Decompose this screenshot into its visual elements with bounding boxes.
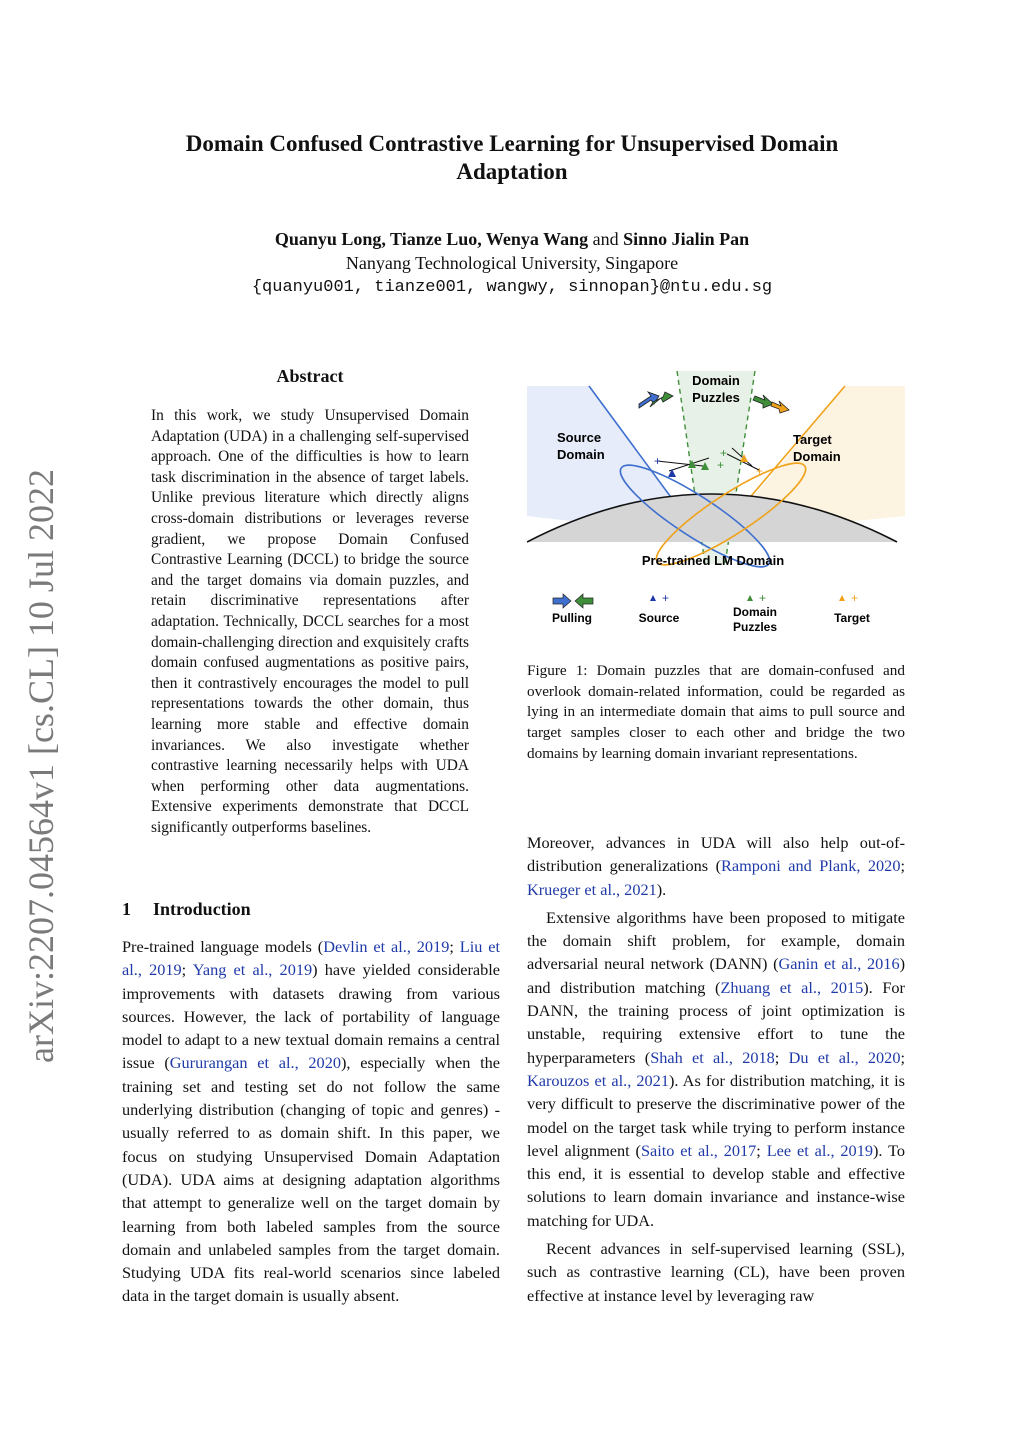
authors-group-1: Quanyu Long, Tianze Luo, Wenya Wang bbox=[274, 229, 589, 249]
legend-source-triangle bbox=[650, 595, 656, 601]
legend-target: Target bbox=[834, 611, 870, 625]
legend bbox=[552, 591, 870, 634]
text-run: ), especially when the training set and testing set do not follow the same underlying distribution (changing of topic and genres) - usually referred to as domain shift. In this paper, we focus on studying Unsupervised Domain Adaptation (UDA). UDA aims at designing adaptation algorithms that attempt to generalize well on the target domain by learning from both labeled samples from the source domain and unlabeled samples from the target domain. Studying UDA fits real-world scenarios since labeled data in the target domain is usually absent. bbox=[122, 1053, 500, 1306]
text-run: Moreover, advances in UDA will also help out-of-distribution generalizations ( bbox=[527, 833, 905, 876]
figure-1 bbox=[527, 366, 907, 638]
pulling-arrow bbox=[639, 392, 659, 408]
legend-puzzles-plus: + bbox=[759, 591, 767, 605]
legend-pulling-icon bbox=[575, 594, 593, 608]
figure-caption: Figure 1: Domain puzzles that are domain-confused and overlook domain-related information, could be regarded as lying in an intermediate domain that aims to pull source and target samples closer to each other and bridge the two domains by learning domain invariant representations. bbox=[527, 662, 905, 762]
citation-link[interactable]: Zhuang et al., 2015 bbox=[720, 977, 864, 997]
text-run: ) and distribution matching ( bbox=[527, 954, 906, 997]
citation-link[interactable]: Krueger et al., 2021 bbox=[527, 879, 657, 899]
text-run: ; bbox=[756, 1140, 767, 1160]
text-run: Pre-trained language models ( bbox=[122, 937, 324, 956]
legend-target-plus: + bbox=[851, 591, 859, 605]
abstract-text: In this work, we study Unsupervised Domain Adaptation (UDA) in a challenging self-supervised approach. One of the difficulties is how to learn task discrimination in the absence of target labels. Unlike previous literature which directly aligns cross-domain distributions or leverages reverse gradient, we propose Domain Confused Contrastive Learning (DCCL) to bridge the source and the target domains via domain puzzles, and retain discriminative representations after adaptation. Technically, DCCL searches for a most domain-challenging direction and exquisitely crafts domain confused augmentations as positive pairs, then it contrastively encourages the model to pull representations towards the other domain, thus learning more stable and effective domain invariances. We also investigate whether contrastive learning necessarily helps with UDA when performing other data augmentations. Extensive experiments demonstrate that DCCL significantly outperforms baselines. bbox=[151, 407, 469, 836]
citation-link[interactable]: Du et al., 2020 bbox=[788, 1047, 901, 1067]
paper-title: Domain Confused Contrastive Learning for Unsupervised Domain Adaptation bbox=[185, 131, 839, 184]
affiliation: Nanyang Technological University, Singapore bbox=[345, 253, 679, 273]
legend-puzzles-triangle bbox=[747, 595, 753, 601]
source-label: Source bbox=[557, 430, 602, 445]
text-run: ). As for distribution matching, it is very difficult to preserve the discriminative power of the model on the target task while trying to perform instance level alignment ( bbox=[527, 1070, 906, 1160]
citation-link[interactable]: Saito et al., 2017 bbox=[640, 1140, 757, 1160]
paragraph bbox=[527, 831, 905, 901]
citation-link[interactable]: Yang et al., 2019 bbox=[192, 960, 313, 980]
abstract-heading: Abstract bbox=[276, 366, 344, 386]
author-emails: {quanyu001, tianze001, wangwy, sinnopan}@ntu.edu.sg bbox=[251, 278, 773, 297]
target-label: Target bbox=[793, 432, 832, 447]
intro-paragraph bbox=[122, 935, 500, 1308]
source-sample bbox=[668, 469, 676, 477]
citation-link[interactable]: Ramponi and Plank, 2020 bbox=[721, 856, 901, 876]
citation-link[interactable]: Devlin et al., 2019 bbox=[323, 937, 450, 956]
source-sample: + bbox=[654, 454, 662, 468]
pretrained-label: Pre-trained LM Domain bbox=[641, 553, 785, 568]
target-label: Domain bbox=[793, 449, 841, 464]
citation-link[interactable]: Shah et al., 2018 bbox=[650, 1047, 775, 1067]
citation-link[interactable]: Ganin et al., 2016 bbox=[778, 954, 900, 974]
text-run: Recent advances in self-supervised learning (SSL), such as contrastive learning (CL), have been proven effective at instance level by leveraging raw bbox=[527, 1239, 905, 1305]
puzzle-sample: + bbox=[717, 458, 725, 472]
paragraph bbox=[527, 906, 905, 1232]
target-sample: + bbox=[756, 464, 764, 478]
right-column bbox=[527, 831, 905, 1312]
legend-pulling: Pulling bbox=[552, 611, 592, 625]
text-run: ; bbox=[449, 937, 460, 956]
pulling-arrow bbox=[771, 401, 789, 413]
section-title: Introduction bbox=[153, 899, 251, 919]
puzzles-label: Puzzles bbox=[692, 390, 740, 405]
paragraph bbox=[527, 1237, 905, 1307]
legend-puzzles: Domain bbox=[732, 605, 778, 619]
text-run: ; bbox=[900, 856, 905, 876]
citation-link[interactable]: Gururangan et al., 2020 bbox=[169, 1053, 341, 1073]
section-number: 1 bbox=[122, 899, 131, 919]
legend-source: Source bbox=[638, 611, 680, 625]
citation-link[interactable]: Liu et al., 2019 bbox=[122, 937, 500, 980]
legend-puzzles: Puzzles bbox=[732, 620, 778, 634]
legend-pulling-icon bbox=[553, 594, 571, 608]
section-heading bbox=[122, 899, 251, 920]
authors-group-2: Sinno Jialin Pan bbox=[623, 229, 750, 249]
authors-and: and bbox=[592, 229, 619, 249]
source-label: Domain bbox=[557, 447, 605, 462]
legend-source-plus: + bbox=[662, 591, 670, 605]
text-run: ; bbox=[774, 1047, 789, 1067]
citation-link[interactable]: Karouzos et al., 2021 bbox=[527, 1070, 669, 1090]
text-run: Extensive algorithms have been proposed to mitigate the domain shift problem, for example, domain adversarial neural network (DANN) ( bbox=[527, 907, 905, 974]
legend-target-triangle bbox=[839, 595, 845, 601]
text-run: ). bbox=[656, 879, 667, 899]
puzzles-label: Domain bbox=[692, 373, 740, 388]
text-run: ; bbox=[900, 1047, 905, 1067]
text-run: ). For DANN, the training process of joint optimization is unstable, requiring extensive effort to tune the hyperparameters ( bbox=[527, 977, 905, 1067]
puzzle-sample: + bbox=[720, 446, 728, 460]
citation-link[interactable]: Lee et al., 2019 bbox=[766, 1140, 873, 1160]
arxiv-watermark: arXiv:2207.04564v1 [cs.CL] 10 Jul 2022 bbox=[21, 469, 61, 1063]
pulling-arrow bbox=[753, 395, 773, 408]
domain-diagram bbox=[527, 366, 907, 638]
text-run: ). To this end, it is essential to develop stable and effective solutions to learn domain invariance and instance-wise matching for UDA. bbox=[527, 1140, 906, 1230]
text-run: ; bbox=[181, 960, 193, 980]
text-run: ) have yielded considerable improvements with datasets drawing from various sources. However, the lack of portability of language model to adapt to a new textual domain remains a central issue ( bbox=[122, 960, 501, 1073]
author-list bbox=[130, 227, 894, 251]
